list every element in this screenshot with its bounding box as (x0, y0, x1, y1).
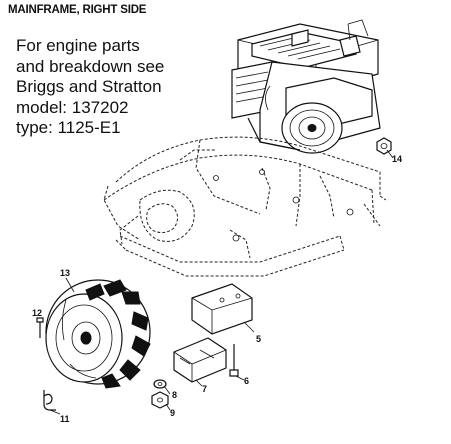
callout-8: 8 (172, 390, 178, 400)
callout-11: 11 (60, 414, 70, 424)
callout-13: 13 (60, 268, 71, 278)
diagram-title: MAINFRAME, RIGHT SIDE (8, 4, 147, 16)
note-line: type: 1125-E1 (16, 118, 121, 137)
washer-part-8 (154, 380, 170, 394)
callout-9: 9 (170, 408, 176, 418)
callout-6: 6 (244, 376, 250, 386)
callout-5: 5 (256, 334, 262, 344)
shield-part-7 (174, 338, 226, 386)
nut-part-9 (152, 392, 170, 410)
pin-part-12 (37, 318, 43, 338)
callout-14: 14 (392, 154, 403, 164)
bracket-part-5 (192, 284, 254, 334)
wheel-part-13 (46, 278, 150, 388)
engine-drawing (232, 20, 380, 153)
clip-part-11 (44, 390, 60, 414)
note-line: model: 137202 (16, 97, 129, 117)
callout-7: 7 (202, 384, 208, 394)
note-line: For engine parts (16, 36, 140, 55)
callout-12: 12 (32, 308, 43, 318)
mainframe-dashed-outline (104, 137, 386, 276)
note-line: and breakdown see (16, 56, 165, 76)
bolt-part-6 (230, 344, 244, 380)
note-line: Briggs and Stratton (16, 77, 162, 96)
nut-part-14 (377, 138, 393, 158)
